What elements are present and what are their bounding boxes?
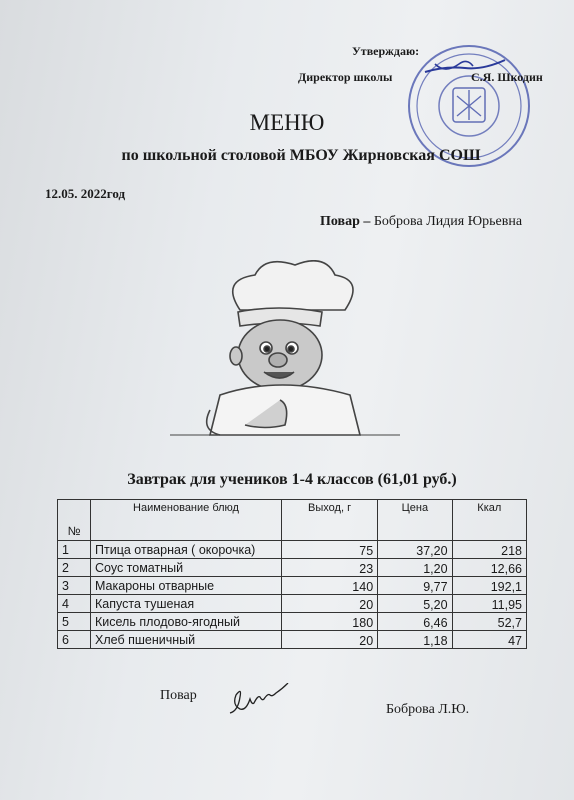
row-name: Птица отварная ( окорочка) [91,541,282,559]
approve-label: Утверждаю: [352,44,420,58]
row-price: 9,77 [378,577,452,595]
row-output: 23 [282,559,378,577]
cook-signature [226,683,296,721]
row-num: 4 [58,595,91,613]
menu-table [57,499,527,649]
header-price: Цена [378,500,452,541]
row-num: 3 [58,577,91,595]
row-output: 20 [282,631,378,649]
header-output: Выход, г [282,500,378,541]
table-row [58,613,527,631]
row-name: Капуста тушеная [91,595,282,613]
table-header-row [58,500,527,541]
row-output: 180 [282,613,378,631]
page-subtitle: по школьной столовой МБОУ Жирновская СОШ [121,147,481,164]
row-name: Соус томатный [91,559,282,577]
table-row [58,559,527,577]
menu-date: 12.05. 2022год [45,186,126,201]
row-name: Хлеб пшеничный [91,631,282,649]
director-name: С.Я. Шкодин [471,70,543,84]
row-kcal: 12,66 [452,559,526,577]
header-name: Наименование блюд [91,500,282,541]
table-row [58,595,527,613]
row-price: 6,46 [378,613,452,631]
table-row [58,541,527,559]
row-price: 5,20 [378,595,452,613]
row-name: Кисель плодово-ягодный [91,613,282,631]
row-kcal: 218 [452,541,526,559]
row-price: 1,18 [378,631,452,649]
table-row [58,631,527,649]
header-num: № [58,500,91,541]
footer-cook-label: Повар [160,688,197,703]
cook-name: Боброва Лидия Юрьевна [373,214,523,229]
page-title: МЕНЮ [249,110,325,135]
director-label: Директор школы [298,70,393,84]
row-kcal: 11,95 [452,595,526,613]
row-kcal: 52,7 [452,613,526,631]
cook-line [320,214,522,230]
row-num: 2 [58,559,91,577]
table-row [58,577,527,595]
row-kcal: 47 [452,631,526,649]
cook-label: Повар – [320,214,371,229]
row-output: 140 [282,577,378,595]
footer-cook-name: Боброва Л.Ю. [386,702,470,717]
row-output: 75 [282,541,378,559]
chef-illustration [170,260,400,450]
row-num: 1 [58,541,91,559]
row-output: 20 [282,595,378,613]
row-kcal: 192,1 [452,577,526,595]
header-kcal: Ккал [452,500,526,541]
row-price: 1,20 [378,559,452,577]
meal-title: Завтрак для учеников 1-4 классов (61,01 руб.) [127,471,457,488]
row-num: 6 [58,631,91,649]
row-price: 37,20 [378,541,452,559]
row-num: 5 [58,613,91,631]
row-name: Макароны отварные [91,577,282,595]
